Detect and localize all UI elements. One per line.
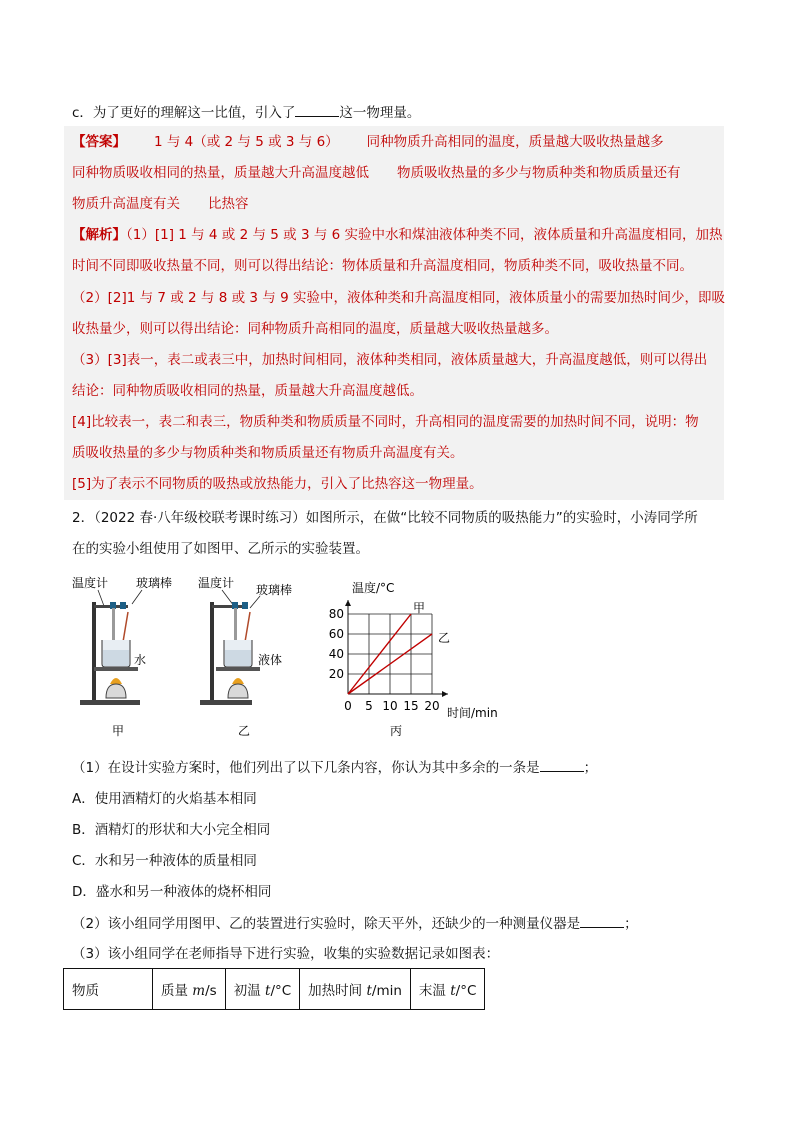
jia-thermometer-label: 温度计 xyxy=(72,576,109,590)
sub2-pre: （2）该小组同学用图甲、乙的装置进行实验时，除天平外，还缺少的一种测量仪器是 xyxy=(72,916,581,932)
experiment-figure xyxy=(70,572,510,742)
answer-line-2 xyxy=(72,163,681,183)
option-c: C．水和另一种液体的质量相同 xyxy=(72,853,257,869)
x-tick-label-1: 5 xyxy=(365,699,373,713)
y-tick-label-1: 40 xyxy=(328,647,344,661)
analysis-line-8: 质吸收热量的多少与物质种类和物质质量还有物质升高温度有关。 xyxy=(72,445,464,461)
col-mass-var: m xyxy=(192,983,206,999)
col-time-var: t xyxy=(366,983,372,999)
jia-caption: 甲 xyxy=(112,724,125,738)
col-init-var: t xyxy=(265,983,271,999)
sub2-blank xyxy=(580,913,624,928)
yi-thermometer-label: 温度计 xyxy=(198,576,235,590)
col-time-pre: 加热时间 xyxy=(308,983,367,999)
sub3-stem: （3）该小组同学在老师指导下进行实验，收集的实验数据记录如图表： xyxy=(72,946,500,962)
answer-2a: 同种物质吸收相同的热量，质量越大升高温度越低 xyxy=(72,165,369,181)
answer-3a: 物质升高温度有关 xyxy=(72,196,180,212)
yi-stand-base xyxy=(200,700,252,705)
apparatus-jia xyxy=(72,575,172,738)
col-init-pre: 初温 xyxy=(233,983,265,999)
table-header-row xyxy=(64,969,485,1010)
col-heating-time xyxy=(300,969,411,1010)
answer-tag: 【答案】 xyxy=(72,134,126,150)
q2-stem-line-1: 2．（2022 春·八年级校联考课时练习）如图所示，在做“比较不同物质的吸热能力”的实验时，小涛同学所 xyxy=(72,510,698,526)
y-tick-label-3: 80 xyxy=(328,607,344,621)
y-tick-label-0: 20 xyxy=(328,667,344,681)
series-label-1: 乙 xyxy=(438,631,451,645)
x-tick-label-3: 15 xyxy=(403,699,419,713)
sub1-blank xyxy=(540,757,584,772)
c-line-pre: c．为了更好的理解这一比值，引入了 xyxy=(72,105,296,121)
col-substance: 物质 xyxy=(64,969,153,1010)
col-final-unit: /°C xyxy=(455,983,477,999)
chart-ylabel: 温度/°C xyxy=(352,581,395,595)
y-tick-label-2: 60 xyxy=(328,627,344,641)
option-a: A．使用酒精灯的火焰基本相同 xyxy=(72,791,257,807)
analysis-line-9: [5]为了表示不同物质的吸热或放热能力，引入了比热容这一物理量。 xyxy=(72,476,483,492)
sub1-stem-post: ； xyxy=(583,760,598,776)
col-mass-unit: /s xyxy=(205,983,217,999)
answer-2b: 物质吸收热量的多少与物质种类和物质质量还有 xyxy=(397,165,681,181)
yi-clamp xyxy=(232,602,238,609)
analysis-line-2: 时间不同即吸收热量不同，则可以得出结论：物体质量和升高温度相同，物质种类不同，吸收热量不同。 xyxy=(72,258,693,274)
jia-stand-base xyxy=(80,700,140,705)
col-time-unit: /min xyxy=(371,983,402,999)
x-axis-arrow xyxy=(442,691,448,697)
jia-clamp xyxy=(110,602,116,609)
col-mass xyxy=(153,969,226,1010)
answer-1a: 1 与 4（或 2 与 5 或 3 与 6） xyxy=(154,134,339,150)
yi-caption: 乙 xyxy=(238,724,251,738)
jia-rod-label: 玻璃棒 xyxy=(136,576,173,590)
x-tick-label-4: 20 xyxy=(424,699,440,713)
jia-alcohol-lamp xyxy=(106,684,126,698)
option-b: B．酒精灯的形状和大小完全相同 xyxy=(72,822,271,838)
yi-rod-label: 玻璃棒 xyxy=(256,583,293,597)
sub2-post: ； xyxy=(624,916,638,932)
analysis-line-6: 结论：同种物质吸收相同的热量，质量越大升高温度越低。 xyxy=(72,383,423,399)
x-tick-label-0: 0 xyxy=(344,699,352,713)
c-line xyxy=(72,102,420,123)
col-final-var: t xyxy=(450,983,456,999)
yi-alcohol-lamp xyxy=(228,684,248,698)
bing-caption: 丙 xyxy=(390,724,403,738)
analysis-line-1 xyxy=(72,225,723,245)
analysis-line-4: 收热量少，则可以得出结论：同种物质升高相同的温度，质量越大吸收热量越多。 xyxy=(72,321,558,337)
q2-stem-line-2: 在的实验小组使用了如图甲、乙所示的实验装置。 xyxy=(72,541,369,557)
yi-flame xyxy=(232,678,244,684)
answer-line-3 xyxy=(72,194,249,214)
x-tick-label-2: 10 xyxy=(382,699,398,713)
answer-block xyxy=(64,126,724,500)
analysis-1: （1）[1] 1 与 4 或 2 与 5 或 3 与 6 实验中水和煤油液体种类不同，液体质量和升高温度相同，加热 xyxy=(126,227,723,243)
answer-1b: 同种物质升高相同的温度，质量越大吸收热量越多 xyxy=(366,134,664,150)
temperature-time-chart xyxy=(329,580,498,738)
c-line-post: 这一物理量。 xyxy=(339,105,421,121)
yi-liquid-label: 液体 xyxy=(258,653,283,667)
y-axis-arrow xyxy=(345,600,351,606)
jia-flame xyxy=(110,678,122,684)
jia-liquid-label: 水 xyxy=(134,653,147,667)
col-final-temp xyxy=(410,969,484,1010)
analysis-line-7: [4]比较表一，表二和表三，物质种类和物质质量不同时，升高相同的温度需要的加热时间不同，说明：物 xyxy=(72,414,699,430)
figure-svg xyxy=(70,572,510,742)
analysis-line-3: （2）[2]1 与 7 或 2 与 8 或 3 与 9 实验中，液体种类和升高温度相同，液体质量小的需要加热时间少，即吸 xyxy=(72,290,725,306)
answer-3b: 比热容 xyxy=(208,196,249,212)
data-table xyxy=(63,968,485,1010)
series-label-0: 甲 xyxy=(413,601,426,615)
col-mass-pre: 质量 xyxy=(161,983,193,999)
analysis-line-5: （3）[3]表一，表二或表三中，加热时间相同，液体种类相同，液体质量越大，升高温度越低，则可以得出 xyxy=(72,352,708,368)
sub1-stem-pre: （1）在设计实验方案时，他们列出了以下几条内容，你认为其中多余的一条是 xyxy=(72,760,540,776)
analysis-tag: 【解析】 xyxy=(72,227,126,243)
jia-stand-pole xyxy=(92,602,96,702)
chart-xlabel: 时间/min xyxy=(447,706,498,720)
yi-stand-pole xyxy=(210,602,214,702)
option-d: D．盛水和另一种液体的烧杯相同 xyxy=(72,884,272,900)
sub1-stem xyxy=(72,757,597,778)
apparatus-yi xyxy=(198,575,292,738)
col-init-unit: /°C xyxy=(270,983,292,999)
col-final-pre: 末温 xyxy=(418,983,451,999)
sub2-stem xyxy=(72,913,638,934)
c-blank xyxy=(295,102,339,117)
col-initial-temp xyxy=(225,969,299,1010)
answer-line-1 xyxy=(72,132,664,152)
